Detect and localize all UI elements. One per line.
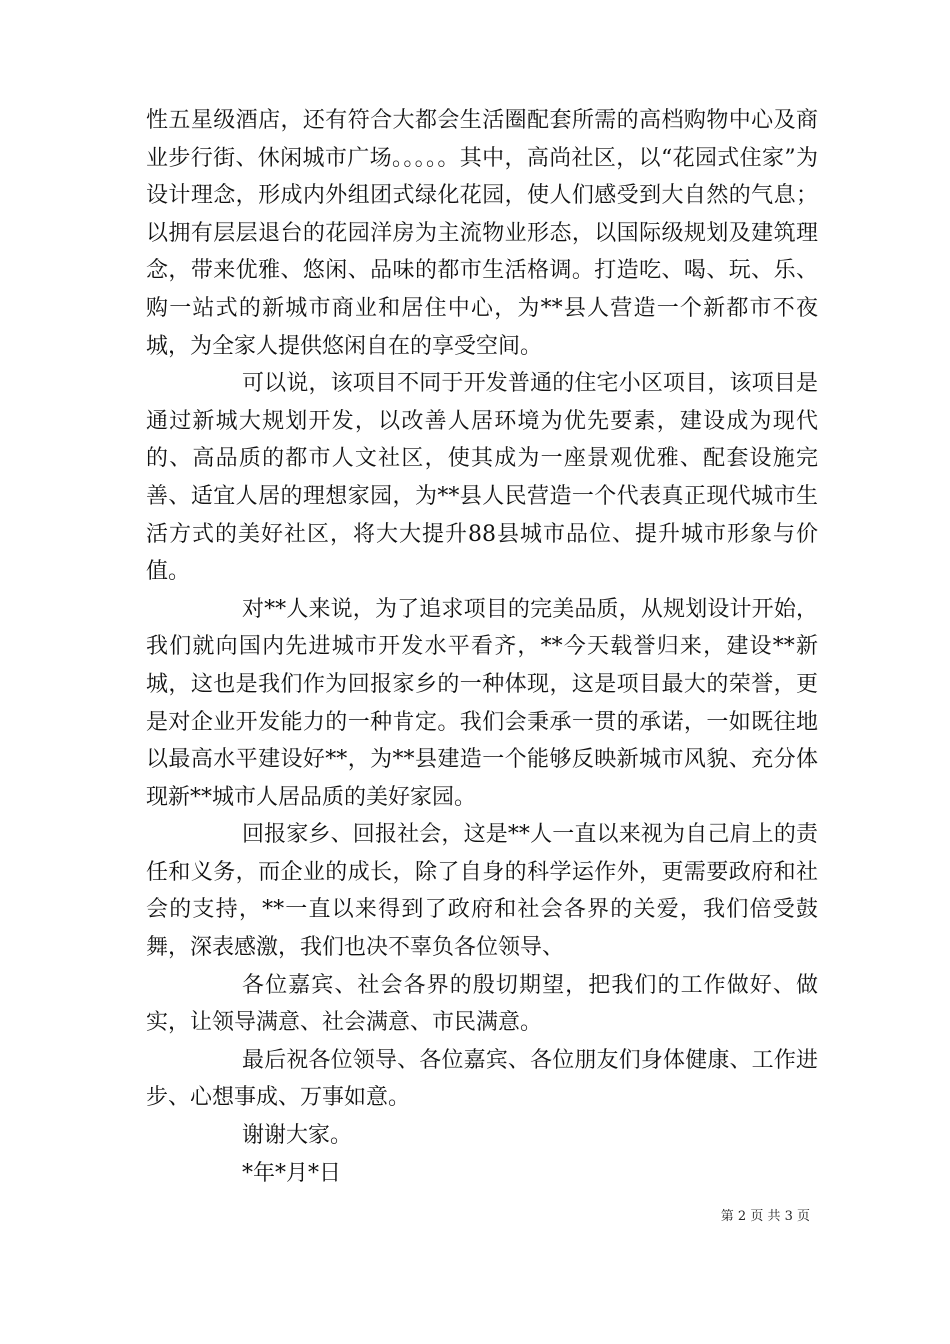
document-body [146, 102, 818, 1192]
paragraph-gratitude: 回报家乡、回报社会，这是**人一直以来视为自己肩上的责任和义务，而企业的成长，除了自身的科学运作外，更需要政府和社会的支持，**一直以来得到了政府和社会各界的关爱，我们倍受鼓舞，深表感激，我们也决不辜负各位领导、 [146, 822, 818, 961]
paragraph-commitment: 对**人来说，为了追求项目的完美品质，从规划设计开始，我们就向国内先进城市开发水平看齐，**今天载誉归来，建设**新城，这也是我们作为回报家乡的一种体现，这是项目最大的荣誉，更是对企业开发能力的一种肯定。我们会秉承一贯的承诺，一如既往地以最高水平建设好**，为**县建造一个能够反映新城市风貌、充分体现新**城市人居品质的美好家园。 [146, 596, 818, 810]
paragraph-thanks: 谢谢大家。 [242, 1123, 353, 1149]
paragraph-expectation: 各位嘉宾、社会各界的殷切期望，把我们的工作做好、做实，让领导满意、社会满意、市民满意。 [146, 972, 818, 1036]
paragraph-blessing: 最后祝各位领导、各位嘉宾、各位朋友们身体健康、工作进步、心想事成、万事如意。 [146, 1047, 818, 1111]
paragraph-continuation: 性五星级酒店，还有符合大都会生活圈配套所需的高档购物中心及商业步行街、休闲城市广场。。。。。其中，高尚社区，以“花园式住家”为设计理念，形成内外组团式绿化花园，使人们感受到大自然的气息；以拥有层层退台的花园洋房为主流物业形态，以国际级规划及建筑理念，带来优雅、悠闲、品味的都市生活格调。打造吃、喝、玩、乐、购一站式的新城市商业和居住中心，为**县人营造一个新都市不夜城，为全家人提供悠闲自在的享受空间。 [146, 108, 818, 359]
paragraph-date: *年*月*日 [242, 1160, 342, 1186]
paragraph-project-quality: 可以说，该项目不同于开发普通的住宅小区项目，该项目是通过新城大规划开发，以改善人居环境为优先要素，建设成为现代的、高品质的都市人文社区，使其成为一座景观优雅、配套设施完善、适宜人居的理想家园，为**县人民营造一个代表真正现代城市生活方式的美好社区，将大大提升88县城市品位、提升城市形象与价值。 [146, 371, 818, 585]
page-number: 第 2 页 共 3 页 [720, 1209, 810, 1224]
